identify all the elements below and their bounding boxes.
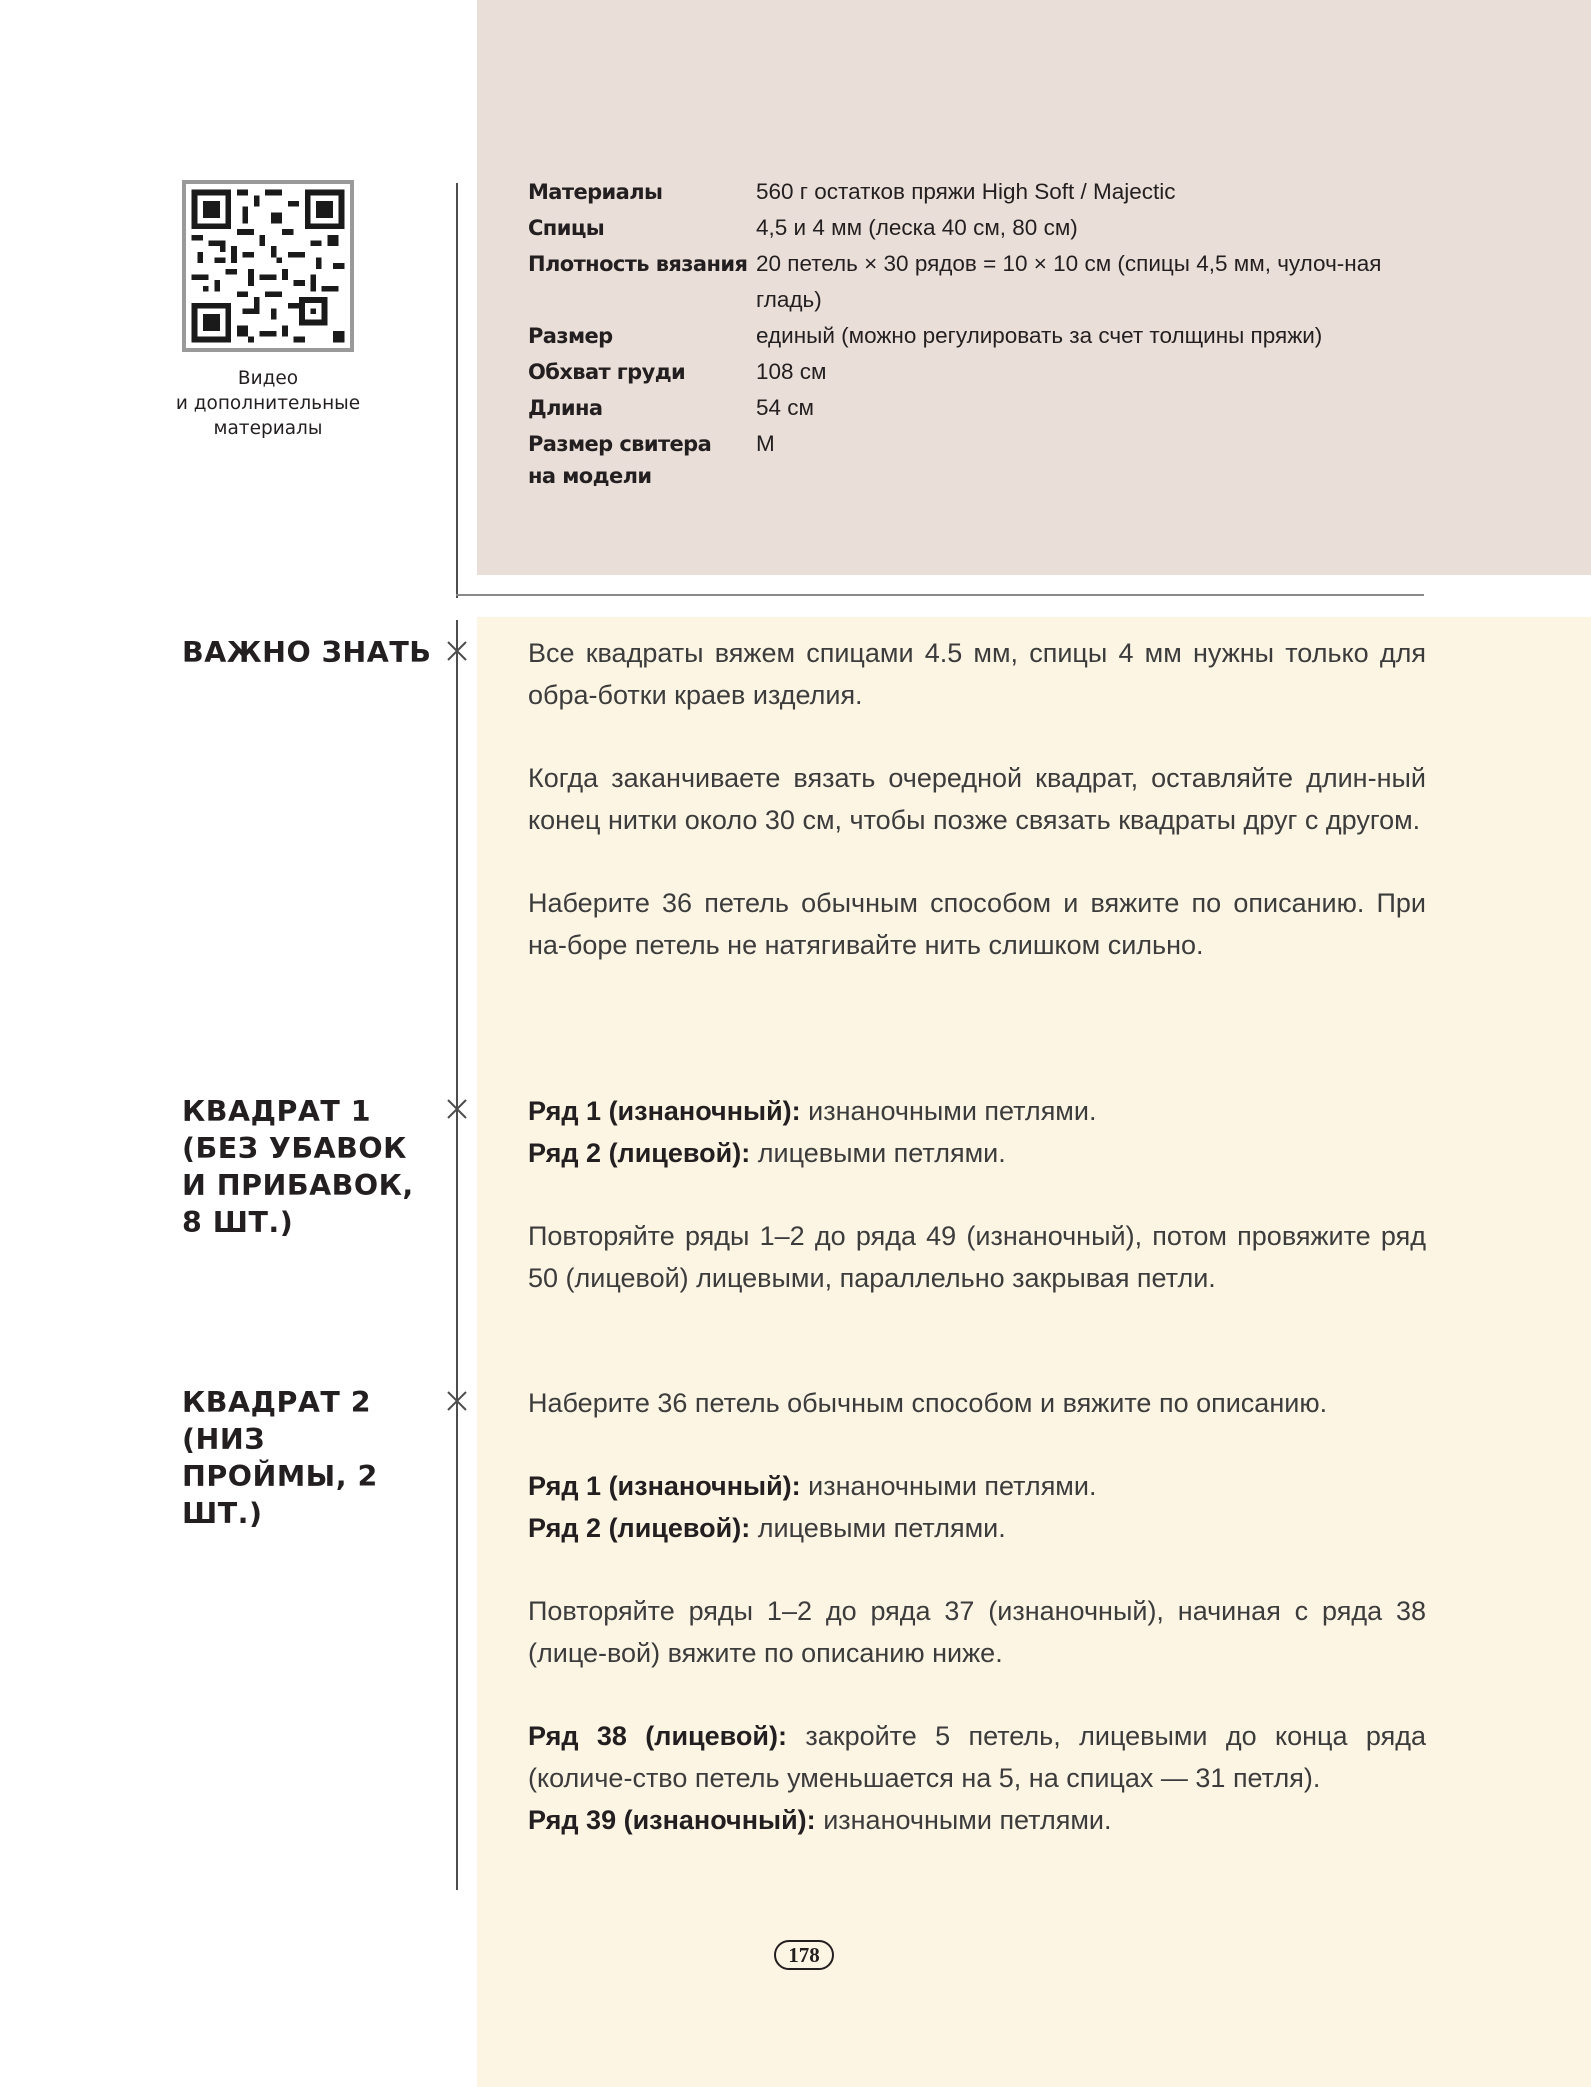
paragraph: Повторяйте ряды 1–2 до ряда 49 (изнаночный), потом провяжите ряд 50 (лицевой) лицевыми, параллельно закрывая петли. <box>528 1221 1426 1293</box>
divider-horizontal <box>456 594 1424 596</box>
paragraph: Наберите 36 петель обычным способом и вяжите по описанию. При на-боре петель не натягивайте нить слишком сильно. <box>528 888 1426 960</box>
spec-label: Длина <box>528 396 603 420</box>
row-text: закройте 5 петель, лицевыми до конца ряда (количе-ство петель уменьшается на 5, на спицах — 31 петля). <box>528 1721 1426 1793</box>
divider-vertical-main <box>456 620 458 1890</box>
page-number: 178 <box>774 1940 834 1970</box>
qr-code-icon <box>186 184 350 348</box>
spec-row <box>528 210 1408 246</box>
qr-caption <box>150 366 386 441</box>
row-line <box>528 1507 1426 1549</box>
row-text: изнаночными петлями. <box>808 1096 1097 1126</box>
row-line <box>528 1465 1426 1507</box>
cross-marker-icon <box>446 1390 468 1412</box>
spec-row <box>528 390 1408 426</box>
spec-label: Обхват груди <box>528 360 686 384</box>
section-title-square1: КВАДРАТ 1 (БЕЗ УБАВОК И ПРИБАВОК, 8 ШТ.) <box>182 1095 414 1239</box>
spec-row <box>528 246 1408 318</box>
section-title-important: ВАЖНО ЗНАТЬ <box>182 636 432 669</box>
cross-marker-icon <box>446 1098 468 1120</box>
spec-label: Материалы <box>528 180 663 204</box>
row-label: Ряд 2 (лицевой): <box>528 1513 751 1543</box>
spec-value: 54 см <box>756 395 814 420</box>
section-title-square2: КВАДРАТ 2 (НИЗ ПРОЙМЫ, 2 ШТ.) <box>182 1386 378 1530</box>
spec-label: Размер свитера на модели <box>528 432 712 488</box>
spec-value: 108 см <box>756 359 827 384</box>
specs-table <box>528 174 1408 492</box>
cross-marker-icon <box>446 640 468 662</box>
square1-text <box>528 1090 1426 1299</box>
spec-label: Размер <box>528 324 613 348</box>
square2-text <box>528 1382 1426 1841</box>
row-label: Ряд 1 (изнаночный): <box>528 1471 801 1501</box>
spec-value: M <box>756 431 775 456</box>
row-line <box>528 1799 1426 1841</box>
qr-caption-line: материалы <box>213 418 323 439</box>
row-group <box>528 1090 1426 1174</box>
qr-code[interactable] <box>182 180 354 352</box>
qr-caption-line: Видео <box>237 368 299 389</box>
spec-label: Спицы <box>528 216 605 240</box>
row-text: лицевыми петлями. <box>757 1513 1006 1543</box>
row-line <box>528 1715 1426 1799</box>
spec-label: Плотность вязания <box>528 252 748 276</box>
spec-row <box>528 354 1408 390</box>
row-label: Ряд 39 (изнаночный): <box>528 1805 816 1835</box>
spec-row <box>528 174 1408 210</box>
divider-vertical-top <box>456 183 458 598</box>
row-line <box>528 1132 1426 1174</box>
row-line <box>528 1090 1426 1132</box>
qr-caption-line: и дополнительные <box>175 393 361 414</box>
important-text <box>528 632 1426 966</box>
spec-value: 560 г остатков пряжи High Soft / Majectic <box>756 179 1176 204</box>
spec-row <box>528 318 1408 354</box>
spec-value: 4,5 и 4 мм (леска 40 см, 80 см) <box>756 215 1078 240</box>
paragraph: Когда заканчиваете вязать очередной квадрат, оставляйте длин-ный конец нитки около 30 см, чтобы позже связать квадраты друг с другом. <box>528 763 1426 835</box>
paragraph: Повторяйте ряды 1–2 до ряда 37 (изнаночный), начиная с ряда 38 (лице-вой) вяжите по описанию ниже. <box>528 1596 1426 1668</box>
row-label: Ряд 38 (лицевой): <box>528 1721 787 1751</box>
spec-row <box>528 426 1408 492</box>
row-label: Ряд 1 (изнаночный): <box>528 1096 801 1126</box>
spec-value: единый (можно регулировать за счет толщины пряжи) <box>756 323 1323 348</box>
paragraph: Наберите 36 петель обычным способом и вяжите по описанию. <box>528 1388 1328 1418</box>
row-group <box>528 1715 1426 1841</box>
spec-value: 20 петель × 30 рядов = 10 × 10 см (спицы 4,5 мм, чулоч-ная гладь) <box>756 251 1382 312</box>
row-text: изнаночными петлями. <box>808 1471 1097 1501</box>
row-text: лицевыми петлями. <box>757 1138 1006 1168</box>
paragraph: Все квадраты вяжем спицами 4.5 мм, спицы 4 мм нужны только для обра-ботки краев изделия. <box>528 638 1426 710</box>
row-group <box>528 1465 1426 1549</box>
row-text: изнаночными петлями. <box>823 1805 1112 1835</box>
row-label: Ряд 2 (лицевой): <box>528 1138 751 1168</box>
